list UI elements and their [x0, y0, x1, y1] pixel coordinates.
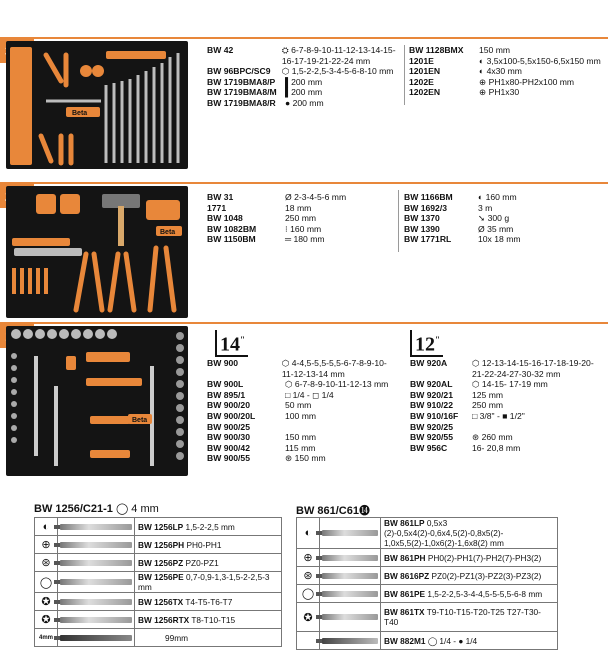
- item-code: BW 920/21: [410, 389, 453, 400]
- bit-picture: [58, 572, 135, 593]
- item-value: ➘ 300 g: [478, 213, 510, 224]
- table-row: [297, 567, 558, 585]
- item-value: PZ0(2)-PZ1(3)-PZ2(3)-PZ3(2): [431, 570, 542, 581]
- tool-tray-image: [6, 326, 188, 476]
- section-rule: [0, 182, 608, 184]
- item-code: BW 920/25: [410, 421, 453, 432]
- tip-icon: ◯: [297, 585, 320, 603]
- spec-row: [404, 213, 604, 224]
- item-code: BW 1719BMA8/M: [207, 87, 277, 98]
- tip-icon: ⊕: [35, 536, 58, 554]
- spec-row: [207, 443, 397, 454]
- item-value: ⊛ 260 mm: [472, 432, 513, 443]
- spec-row: [409, 66, 604, 77]
- spec-row: [404, 224, 604, 235]
- spec-row: [207, 77, 397, 88]
- item-code: BW 1256TX: [138, 596, 184, 607]
- spec-row: [207, 432, 397, 443]
- table-title: BW 1256/C21-1: [34, 503, 113, 515]
- table-cell: [135, 593, 282, 611]
- table-cell: [381, 585, 558, 603]
- item-code: 1202E: [409, 76, 434, 87]
- table-cell: [381, 549, 558, 567]
- item-code: BW 1719BMA8/P: [207, 76, 276, 87]
- item-code: BW 1370: [404, 213, 440, 224]
- table-row: [35, 572, 282, 593]
- bit-picture: [58, 536, 135, 554]
- bit-holder-picture: [320, 632, 381, 650]
- item-value: T8-T10-T15: [191, 614, 236, 625]
- tray-23-tools: [6, 186, 188, 318]
- bit-picture: [58, 518, 135, 536]
- item-code: BW 910/22: [410, 400, 453, 411]
- section-36: [0, 37, 608, 177]
- spec-row: [410, 400, 604, 411]
- bit-set-title-left: [34, 502, 159, 515]
- item-code: BW 900/42: [207, 442, 250, 453]
- table-cell: [381, 603, 558, 632]
- item-value: ● 200 mm: [285, 97, 324, 108]
- item-code: BW 1390: [404, 223, 440, 234]
- spec-row: [207, 213, 397, 224]
- spec-row: [207, 45, 397, 66]
- bit-picture: [320, 518, 381, 549]
- item-code: BW 1256PE: [138, 572, 184, 582]
- tray-137-tools: [6, 326, 188, 476]
- spec-row: [207, 379, 397, 390]
- item-code: BW 1256LP: [138, 521, 184, 532]
- spec-column-2: [410, 358, 604, 453]
- tool-tray-image: [6, 41, 188, 169]
- item-code: BW 8616PZ: [384, 570, 430, 581]
- tip-icon: ⊛: [35, 554, 58, 572]
- item-code: BW 956C: [410, 442, 448, 453]
- spec-row: [207, 453, 397, 464]
- bit-picture: [58, 554, 135, 572]
- item-code: BW 1692/3: [404, 202, 447, 213]
- table-row: [35, 536, 282, 554]
- table-cell: [135, 554, 282, 572]
- item-value: 115 mm: [285, 442, 316, 453]
- item-code: BW 861TX: [384, 607, 425, 617]
- item-value: 125 mm: [472, 389, 504, 400]
- drive-size-14: [215, 330, 248, 357]
- spec-row: [410, 390, 604, 401]
- item-value: 150 mm: [285, 432, 317, 443]
- spec-row: [207, 234, 397, 245]
- spec-row: [410, 443, 604, 454]
- tip-icon: ⊛: [297, 567, 320, 585]
- svg-text:Beta: Beta: [72, 110, 88, 117]
- item-value: ═ 180 mm: [285, 234, 325, 245]
- item-value: 150 mm: [479, 45, 511, 55]
- item-code: BW 1256PH: [138, 539, 185, 550]
- table-cell: [135, 572, 282, 593]
- tip-icon: ◐: [297, 518, 320, 549]
- item-code: BW 861PH: [384, 552, 426, 563]
- item-value: 99mm: [165, 632, 189, 643]
- item-code: BW 882M1: [384, 635, 426, 646]
- spec-row: [207, 66, 397, 77]
- tip-icon: ✪: [35, 611, 58, 629]
- column-divider: [404, 45, 405, 105]
- bit-picture: [320, 585, 381, 603]
- item-code: BW 900: [207, 358, 239, 368]
- item-value: □ 3/8" - ■ 1/2": [472, 410, 525, 421]
- item-value: ⊛ 150 mm: [285, 453, 326, 464]
- spec-row: [409, 77, 604, 88]
- spec-column-2: [409, 45, 604, 98]
- section-137: [0, 322, 608, 482]
- table-cell: [381, 518, 558, 549]
- table-row: [297, 549, 558, 567]
- inch-mark: ": [240, 335, 245, 345]
- table-cell: [381, 567, 558, 585]
- bit-picture: [58, 593, 135, 611]
- drive-size-label: 12: [415, 333, 435, 356]
- bit-picture: [58, 611, 135, 629]
- item-value: ⬡ 1,5-2-2,5-3-4-5-6-8-10 mm: [281, 66, 394, 77]
- item-code: BW 1256PZ: [138, 557, 184, 568]
- table-cell: [135, 629, 282, 647]
- item-code: BW 900/20: [207, 400, 250, 411]
- table-row: [35, 611, 282, 629]
- item-code: BW 1048: [207, 213, 243, 224]
- spec-row: [207, 422, 397, 433]
- inch-mark: ": [435, 335, 440, 345]
- item-code: BW 1128BMX: [409, 45, 464, 55]
- item-value: ⬡ 14-15- 17-19 mm: [472, 379, 548, 390]
- item-code: BW 900/55: [207, 453, 250, 464]
- bit-picture: [320, 549, 381, 567]
- item-code: BW 900L: [207, 379, 244, 390]
- item-value: □ 1/4 - ◻ 1/4: [285, 389, 334, 400]
- item-code: BW 861PE: [384, 588, 426, 599]
- item-value: PZ0-PZ1: [185, 557, 219, 568]
- spec-row: [410, 422, 604, 433]
- item-value: ▌200 mm: [285, 87, 323, 98]
- item-code: BW 861LP: [384, 518, 425, 528]
- item-value: Ø 35 mm: [478, 223, 514, 234]
- svg-text:Beta: Beta: [160, 229, 176, 236]
- spec-row: [207, 192, 397, 203]
- tool-tray-image: [6, 186, 188, 318]
- section-23: [0, 182, 608, 320]
- table-title: BW 861/C61: [296, 505, 359, 517]
- spec-row: [207, 98, 397, 109]
- table-row: [297, 518, 558, 549]
- table-row: [35, 554, 282, 572]
- item-code: BW 1150BM: [207, 234, 256, 245]
- tip-icon: ⊕: [297, 549, 320, 567]
- item-code: BW 1719BMA8/R: [207, 97, 276, 108]
- table-row: [35, 518, 282, 536]
- item-code: BW 1771RL: [404, 234, 452, 245]
- item-value: 16- 20,8 mm: [472, 442, 521, 453]
- item-value: PH0-PH1: [186, 539, 222, 550]
- item-value: 1,5-2-2,5 mm: [185, 521, 235, 532]
- spec-row: [410, 379, 604, 390]
- tip-icon: 4mm: [35, 629, 58, 647]
- item-code: 1202EN: [409, 87, 441, 98]
- item-code: BW 900/25: [207, 421, 250, 432]
- item-code: BW 1082BM: [207, 223, 257, 234]
- item-code: 1201EN: [409, 66, 441, 77]
- tip-icon: ✪: [297, 603, 320, 632]
- item-value: 250 mm: [285, 213, 317, 224]
- spec-column-2: [404, 192, 604, 245]
- item-code: BW 31: [207, 192, 234, 202]
- bit-set-title-right: [296, 502, 370, 518]
- item-value: 18 mm: [285, 202, 312, 213]
- spec-row: [207, 411, 397, 422]
- spec-row: [404, 203, 604, 214]
- item-value: Ø 2-3-4-5-6 mm: [285, 192, 347, 202]
- bit-picture: [320, 567, 381, 585]
- bit-picture: [320, 603, 381, 632]
- table-cell: [135, 611, 282, 629]
- item-value: ▌200 mm: [285, 76, 323, 87]
- section-rule: [0, 322, 608, 324]
- item-value: ⬡ 12-13-14-15-16-17-18-19-20-21-22-24-27-30-32 mm: [472, 358, 594, 379]
- spec-row: [207, 358, 397, 379]
- spec-row: [207, 87, 397, 98]
- item-value: 3 m: [478, 202, 493, 213]
- item-value: ⁝ 160 mm: [285, 223, 322, 234]
- item-value: 0,7-0,9-1,3-1,5-2-2,5-3 mm: [138, 572, 270, 592]
- tip-icon: ✪: [35, 593, 58, 611]
- column-divider: [398, 190, 399, 252]
- section-rule: [0, 37, 608, 39]
- item-value: ⊕ PH1x80-PH2x100 mm: [479, 76, 575, 87]
- item-value: ◐ 4x30 mm: [479, 66, 522, 77]
- item-value: 100 mm: [285, 410, 317, 421]
- spec-row: [207, 400, 397, 411]
- item-code: BW 895/1: [207, 389, 246, 400]
- item-value: 50 mm: [285, 400, 312, 411]
- item-code: BW 1166BM: [404, 192, 453, 202]
- spec-row: [207, 390, 397, 401]
- bit-picture: [58, 629, 135, 647]
- item-code: 1201E: [409, 55, 434, 66]
- spec-row: [207, 203, 397, 214]
- table-title-suffix: ◯ 4 mm: [115, 503, 159, 515]
- item-value: 0,5x3 (2)-0,5x4(2)-0,6x4,5(2)-0,8x5(2)- 1,0x5,5(2)-1,0x6(2)-1,6x8(2) mm: [384, 518, 504, 548]
- item-code: BW 920AL: [410, 379, 453, 390]
- tip-icon: ◐: [35, 518, 58, 536]
- spec-row: [410, 411, 604, 422]
- spec-row: [207, 224, 397, 235]
- item-value: ⬡ 4-4,5-5,5-5,5-6-7-8-9-10-11-12-13-14 mm: [281, 358, 387, 379]
- bit-set-table-right: [296, 517, 558, 650]
- item-value: ◐ 3,5x100-5,5x150-6,5x150 mm: [479, 55, 601, 66]
- item-value: ⛭ 6-7-8-9-10-11-12-13-14-15-16-17-19-21-22-24 mm: [281, 45, 396, 66]
- drive-size-label: 14: [220, 333, 240, 356]
- item-value: PH0(2)-PH1(7)-PH2(7)-PH3(2): [427, 552, 542, 563]
- item-code: BW 1256RTX: [138, 614, 190, 625]
- tray-36-tools: [6, 41, 188, 169]
- table-row: [35, 593, 282, 611]
- item-code: BW 920/55: [410, 432, 453, 443]
- table-cell: [135, 536, 282, 554]
- item-code: BW 42: [207, 45, 234, 55]
- spec-row: [410, 358, 604, 379]
- table-cell: [135, 518, 282, 536]
- spec-row: [409, 56, 604, 67]
- item-value: 10x 18 mm: [478, 234, 521, 245]
- table-row: [297, 585, 558, 603]
- item-value: 250 mm: [472, 400, 504, 411]
- table-row: [297, 632, 558, 650]
- spec-row: [409, 45, 604, 56]
- item-value: ◐ 160 mm: [478, 192, 517, 202]
- spec-row: [409, 87, 604, 98]
- table-title-suffix: ⓮: [358, 505, 370, 517]
- item-value: T9-T10-T15-T20-T25 T27-T30-T40: [384, 607, 541, 627]
- item-value: 1,5-2-2,5-3-4-4,5-5-5,5-6-8 mm: [427, 588, 543, 599]
- spec-column-1: [207, 45, 397, 109]
- item-value: ⬡ 6-7-8-9-10-11-12-13 mm: [285, 379, 389, 390]
- bit-set-table-left: [34, 517, 282, 647]
- item-code: BW 920A: [410, 358, 448, 368]
- item-value: ◯ 1/4 - ● 1/4: [427, 635, 478, 646]
- spec-column-1: [207, 192, 397, 245]
- item-value: ⊕ PH1x30: [479, 87, 520, 98]
- spec-column-1: [207, 358, 397, 464]
- table-row: [35, 629, 282, 647]
- table-cell: [381, 632, 558, 650]
- item-code: BW 910/16F: [410, 410, 459, 421]
- spec-row: [404, 192, 604, 203]
- item-code: BW 96BPC/SC9: [207, 66, 271, 77]
- drive-size-12: [410, 330, 443, 357]
- svg-text:Beta: Beta: [132, 417, 148, 424]
- item-code: BW 900/20L: [207, 410, 256, 421]
- item-value: T4-T5-T6-T7: [185, 596, 233, 607]
- spec-row: [410, 432, 604, 443]
- item-code: BW 900/30: [207, 432, 250, 443]
- tip-icon: ◯: [35, 572, 58, 593]
- table-row: [297, 603, 558, 632]
- spec-row: [404, 234, 604, 245]
- item-code: 1771: [207, 202, 227, 213]
